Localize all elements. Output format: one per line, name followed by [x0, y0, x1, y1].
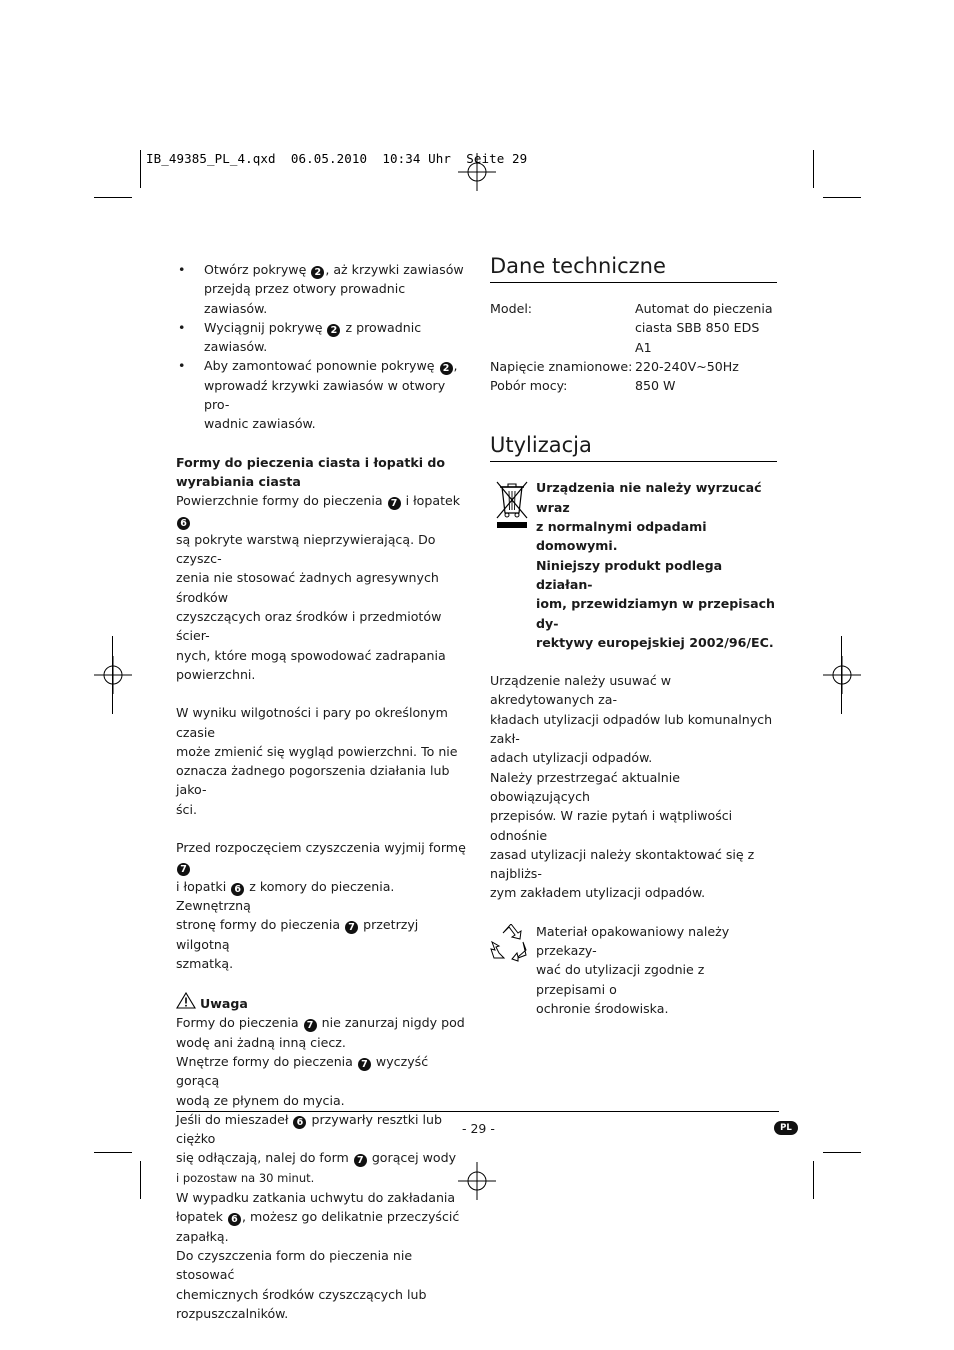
- text: Aby zamontować ponownie pokrywę: [204, 358, 439, 374]
- paragraph: [176, 491, 468, 684]
- text: Materiał opakowaniowy należy przekazy-: [536, 923, 730, 959]
- text: Automat do pieczenia: [635, 301, 773, 316]
- tech-value: [635, 299, 777, 357]
- text: wodę ani żadną inną ciecz.: [176, 1034, 346, 1050]
- text: Jeśli do mieszadeł: [176, 1111, 293, 1127]
- packaging-text: [536, 922, 777, 1018]
- list-item: [176, 260, 468, 318]
- part-number-badge: 7: [304, 1019, 317, 1032]
- part-number-badge: 7: [177, 863, 190, 876]
- crop-mark: [112, 636, 113, 714]
- text: rektywy europejskiej 2002/96/EC.: [536, 634, 774, 650]
- text: i pozostaw na 30 minut.: [176, 1170, 315, 1185]
- language-badge: PL: [774, 1121, 798, 1135]
- text: Powierzchnie formy do pieczenia: [176, 493, 387, 509]
- text: przepisów. W razie pytań i wątpliwości odnośnie: [490, 808, 733, 843]
- warning-triangle-icon: [176, 992, 196, 1009]
- paragraph: [490, 671, 777, 903]
- list-item: [176, 318, 468, 357]
- weee-text: [536, 478, 777, 652]
- right-column: [490, 252, 777, 1018]
- text: z normalnymi odpadami domowymi.: [536, 519, 707, 554]
- text: stronę formy do pieczenia: [176, 917, 345, 933]
- part-number-badge: 2: [440, 362, 453, 375]
- paragraph: [176, 838, 468, 973]
- part-number-badge: 7: [354, 1154, 367, 1167]
- text: przetrzyj wilgotną: [176, 917, 419, 952]
- registration-mark-icon: [94, 656, 132, 694]
- text: czyszczących oraz środków i przedmiotów ścier-: [176, 609, 442, 644]
- text: Formy do pieczenia ciasta i łopatki do: [176, 454, 446, 470]
- text: i łopatki: [176, 878, 231, 894]
- bullet-list: [176, 260, 468, 434]
- left-column: [176, 260, 468, 1323]
- warning-heading: [176, 992, 468, 1013]
- part-number-badge: 2: [311, 266, 324, 279]
- text: adach utylizacji odpadów.: [490, 750, 653, 766]
- text: przywarły resztki lub ciężko: [176, 1111, 442, 1147]
- warning-title: Uwaga: [200, 996, 248, 1012]
- part-number-badge: 7: [345, 921, 358, 934]
- text: rozpuszczalników.: [176, 1305, 289, 1321]
- crop-mark: [140, 150, 141, 188]
- tech-value: 850 W: [635, 378, 676, 394]
- tech-label: Model:: [490, 301, 533, 316]
- text: gorącej wody: [367, 1150, 457, 1166]
- text: Należy przestrzegać aktualnie obowiązujących: [490, 769, 681, 804]
- text: z prowadnic zawiasów.: [204, 319, 422, 355]
- text: chemicznych środków czyszczących lub: [176, 1286, 427, 1302]
- text: może zmienić się wygląd powierzchni. To nie: [176, 743, 458, 759]
- crop-mark: [823, 1152, 861, 1153]
- footer-rule: [176, 1111, 779, 1112]
- tech-value: 220-240V~50Hz: [635, 358, 739, 374]
- part-number-badge: 7: [388, 497, 401, 510]
- crop-mark: [813, 150, 814, 188]
- tech-label: Pobór mocy:: [490, 378, 568, 394]
- warning-text: [176, 1013, 468, 1323]
- tech-row-model: [490, 299, 777, 357]
- text: wprowadź krzywki zawiasów w otwory pro-: [204, 377, 446, 413]
- text: wyczyść gorącą: [176, 1053, 429, 1089]
- text: nych, które mogą spowodować zadrapania: [176, 647, 446, 663]
- text: kładach utylizacji odpadów lub komunalnych zakł-: [490, 711, 773, 747]
- text: zasad utylizacji należy skontaktować się z najbliżs-: [490, 846, 755, 882]
- crop-mark: [823, 197, 861, 198]
- recycling-icon: [490, 924, 528, 962]
- part-number-badge: 6: [293, 1116, 306, 1129]
- text: W wyniku wilgotności i pary po określonym czasie: [176, 705, 448, 740]
- text: zapałką.: [176, 1228, 229, 1244]
- section-heading: [176, 453, 468, 492]
- text: ści.: [176, 801, 197, 817]
- text: ,: [453, 358, 458, 374]
- part-number-badge: 2: [327, 324, 340, 337]
- part-number-badge: 6: [231, 883, 244, 896]
- crop-mark: [94, 1152, 132, 1153]
- text: wać do utylizacji zgodnie z przepisami o: [536, 962, 705, 997]
- text: nie zanurzaj nigdy pod: [317, 1015, 465, 1031]
- text: i łopatek: [401, 493, 461, 509]
- part-number-badge: 6: [177, 517, 190, 530]
- text: się odłączają, nalej do form: [176, 1150, 353, 1166]
- text: wadnic zawiasów.: [204, 416, 316, 432]
- page-number: - 29 -: [462, 1121, 495, 1136]
- text: łopatek: [176, 1209, 227, 1225]
- text: Otwórz pokrywę: [204, 262, 311, 277]
- crop-mark: [140, 1161, 141, 1199]
- crop-mark: [94, 197, 132, 198]
- text: Wnętrze formy do pieczenia: [176, 1053, 357, 1069]
- text: wodą ze płynem do mycia.: [176, 1092, 345, 1108]
- crossed-out-bin-icon: [493, 479, 531, 529]
- section-title-tech: Dane techniczne: [490, 252, 777, 283]
- text: , aż krzywki zawiasów: [325, 262, 464, 277]
- crop-mark: [841, 636, 842, 714]
- text: oznacza żadnego pogorszenia działania lub jako-: [176, 763, 450, 798]
- part-number-badge: 7: [358, 1058, 371, 1071]
- file-slug: IB_49385_PL_4.qxd 06.05.2010 10:34 Uhr Seite 29: [146, 151, 528, 166]
- text: wyrabiania ciasta: [176, 473, 301, 489]
- part-number-badge: 6: [228, 1213, 241, 1226]
- text: Formy do pieczenia: [176, 1015, 303, 1031]
- text: są pokryte warstwą nieprzywierającą. Do czyszc-: [176, 531, 436, 567]
- text: Urządzenie należy usuwać w akredytowanych za-: [490, 673, 672, 708]
- text: Przed rozpoczęciem czyszczenia wyjmij formę: [176, 840, 466, 856]
- text: szmatką.: [176, 955, 234, 971]
- text: ochronie środowiska.: [536, 1000, 669, 1016]
- text: Urządzenia nie należy wyrzucać wraz: [536, 480, 762, 515]
- text: Do czyszczenia form do pieczenia nie stosować: [176, 1247, 413, 1283]
- crop-mark: [813, 1161, 814, 1199]
- section-title-disposal: Utylizacja: [490, 431, 777, 462]
- text: W wypadku zatkania uchwytu do zakładania: [176, 1190, 456, 1206]
- tech-label: Napięcie znamionowe:: [490, 358, 633, 374]
- text: zym zakładem utylizacji odpadów.: [490, 885, 706, 901]
- weee-notice: [490, 478, 777, 652]
- packaging-notice: [490, 922, 777, 1018]
- text: z komory do pieczenia. Zewnętrzną: [176, 878, 395, 913]
- text: powierzchni.: [176, 666, 256, 682]
- registration-mark-icon: [823, 656, 861, 694]
- text: zenia nie stosować żadnych agresywnych środków: [176, 570, 439, 605]
- text: Wyciągnij pokrywę: [204, 319, 327, 335]
- text: przejdą przez otwory prowadnic zawiasów.: [204, 281, 406, 316]
- list-item: [176, 356, 468, 433]
- paragraph: [176, 703, 468, 819]
- text: ciasta SBB 850 EDS A1: [635, 320, 760, 355]
- text: iom, przewidziamyn w przepisach dy-: [536, 596, 776, 631]
- text: Niniejszy produkt podlega działan-: [536, 557, 723, 592]
- text: , możesz go delikatnie przeczyścić: [241, 1209, 460, 1225]
- tech-row-voltage: [490, 357, 777, 376]
- tech-row-power: [490, 376, 777, 395]
